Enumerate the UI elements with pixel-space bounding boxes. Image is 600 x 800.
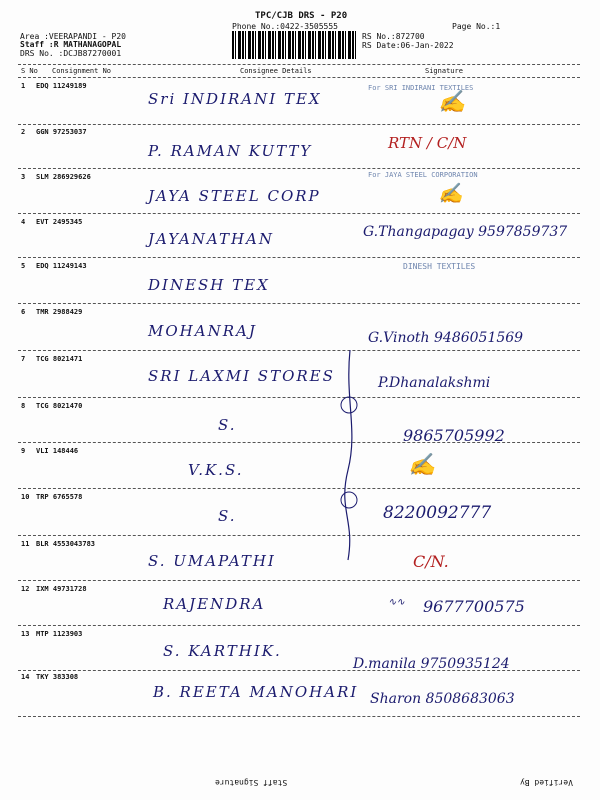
row-consignment: EDQ 11249189 — [36, 82, 87, 90]
row-consignment: BLR 4553043783 — [36, 540, 96, 548]
row-consignment: TMR 2988429 — [36, 308, 83, 316]
row-consignment: VLI 148446 — [36, 447, 79, 455]
row-consignee: S. UMAPATHI — [148, 552, 276, 570]
signature-scribble: ✍ — [438, 181, 463, 205]
row-sno: 7 — [21, 355, 26, 363]
row-consignee: RAJENDRA — [163, 595, 266, 613]
signature-scribble: ✍ — [438, 90, 466, 115]
column-header-consignment: Consignment No — [52, 67, 112, 75]
row-consignee: JAYA STEEL CORP — [148, 187, 321, 205]
drs-number: DRS No. :DCJB87270001 — [20, 49, 122, 58]
row-consignee: JAYANATHAN — [148, 230, 274, 248]
row-sno: 12 — [21, 585, 30, 593]
staff-signature-label: Staff Signature — [215, 778, 288, 787]
row-signature: 8220092777 — [383, 503, 492, 523]
signature-scribble: ✍ — [408, 453, 436, 478]
row-sno: 11 — [21, 540, 30, 548]
row-sno: 1 — [21, 82, 26, 90]
row-consignment: GGN 97253037 — [36, 128, 87, 136]
row-consignee: SRI LAXMI STORES — [148, 367, 335, 385]
row-consignee: Sri INDIRANI TEX — [148, 90, 322, 108]
company-stamp: For SRI INDIRANI TEXTILES — [368, 84, 474, 92]
row-sno: 3 — [21, 173, 26, 181]
rs-date: RS Date:06-Jan-2022 — [362, 41, 454, 50]
row-consignment: TKY 383308 — [36, 673, 79, 681]
staff-label: Staff :R MATHANAGOPAL — [20, 40, 122, 49]
row-consignee: V.K.S. — [188, 461, 244, 479]
row-consignment: TCG 8021470 — [36, 402, 83, 410]
row-signature: 9865705992 — [403, 426, 505, 445]
column-header-consignee: Consignee Details — [240, 67, 312, 75]
row-consignee: S. KARTHIK. — [163, 642, 282, 660]
row-signature: P.Dhanalakshmi — [378, 375, 491, 391]
row-sno: 6 — [21, 308, 26, 316]
row-consignee: B. REETA MANOHARI — [153, 683, 359, 701]
row-consignee: MOHANRAJ — [148, 322, 257, 340]
row-sno: 5 — [21, 262, 26, 270]
row-sno: 8 — [21, 402, 26, 410]
row-signature: G.Thangapagay 9597859737 — [363, 224, 568, 240]
row-sno: 4 — [21, 218, 26, 226]
row-consignee: DINESH TEX — [148, 276, 270, 294]
row-consignment: IXM 49731728 — [36, 585, 87, 593]
page-number: Page No.:1 — [452, 22, 501, 31]
row-sno: 13 — [21, 630, 30, 638]
rs-number: RS No.:872700 — [362, 32, 425, 41]
row-sno: 10 — [21, 493, 30, 501]
verified-by-label: Verified By — [520, 778, 573, 787]
row-sno: 14 — [21, 673, 30, 681]
row-signature: Sharon 8508683063 — [370, 691, 515, 707]
phone-number: Phone No.:0422-3505555 — [232, 22, 338, 31]
row-consignee: S. — [218, 507, 237, 525]
row-signature: D.manila 9750935124 — [353, 656, 510, 672]
row-sno: 2 — [21, 128, 26, 136]
row-consignment: EDQ 11249143 — [36, 262, 87, 270]
row-consignment: SLM 286929626 — [36, 173, 91, 181]
row-signature: G.Vinoth 9486051569 — [368, 330, 524, 346]
row-consignment: TCG 8021471 — [36, 355, 83, 363]
row-signature: 9677700575 — [423, 597, 525, 616]
column-header-signature: Signature — [425, 67, 463, 75]
area-label: Area :VEERAPANDI - P20 — [20, 32, 126, 41]
company-stamp: DINESH TEXTILES — [403, 262, 476, 271]
row-consignee: P. RAMAN KUTTY — [148, 142, 313, 160]
column-header-sno: S No — [21, 67, 38, 75]
row-consignee: S. — [218, 416, 237, 434]
row-consignment: MTP 1123903 — [36, 630, 83, 638]
row-consignment: EVT 2495345 — [36, 218, 83, 226]
row-consignment: TRP 6765578 — [36, 493, 83, 501]
row-signature: C/N. — [413, 552, 449, 571]
row-signature: RTN / C/N — [388, 134, 467, 152]
row-sno: 9 — [21, 447, 26, 455]
signature-scribble: ∿∿ — [388, 597, 405, 608]
sheet-title: TPC/CJB DRS - P20 — [255, 11, 348, 21]
company-stamp: For JAYA STEEL CORPORATION — [368, 171, 478, 179]
